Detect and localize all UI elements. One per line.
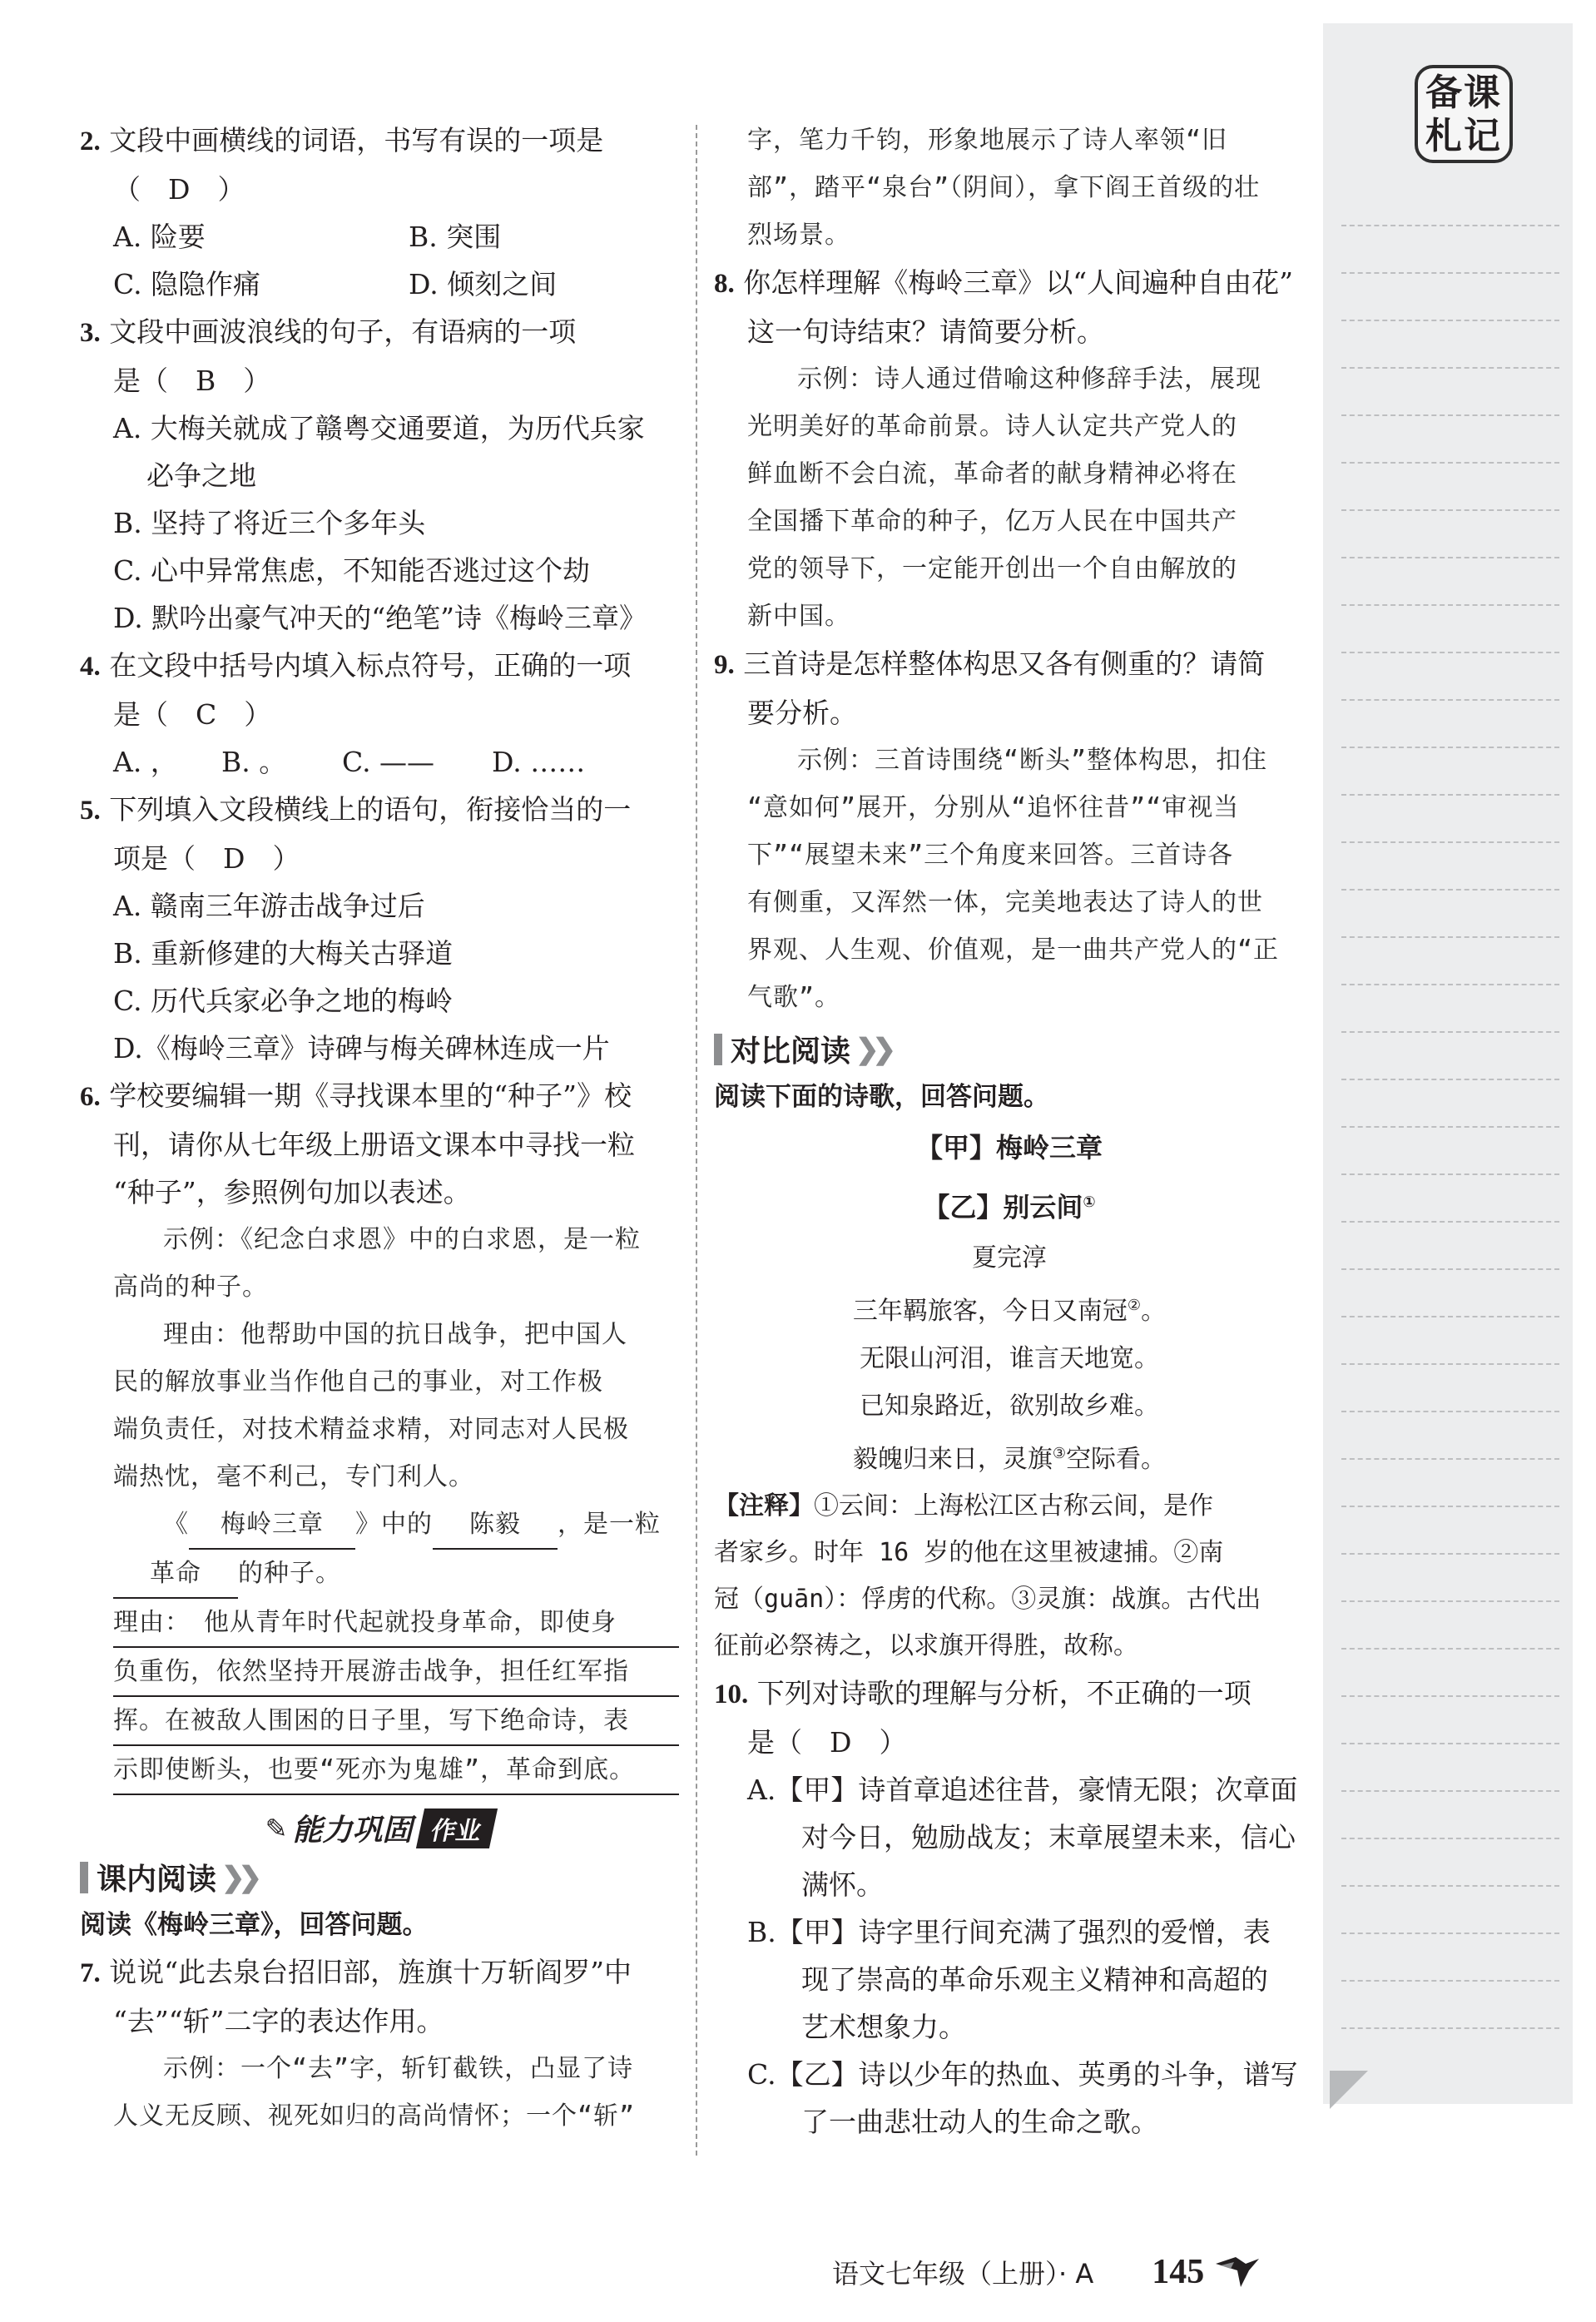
fill-answer-person: 陈毅 bbox=[433, 1501, 558, 1550]
note-ruled-line bbox=[1341, 1506, 1559, 1507]
question-text: 文段中画横线的词语，书写有误的一项是 bbox=[109, 124, 604, 156]
note-ruled-line bbox=[1341, 320, 1559, 321]
subsection-heading bbox=[80, 1856, 679, 1898]
annotation-label: 【注释】 bbox=[714, 1491, 814, 1521]
answer-choice: 项是（ D ） bbox=[113, 842, 300, 875]
question-text: 你怎样理解《梅岭三章》以“人间遍种自由花” bbox=[743, 266, 1293, 299]
answer-choice: 是（ B ） bbox=[113, 365, 271, 397]
option-a: A. 险要 bbox=[113, 221, 206, 253]
option-b: B. 突围 bbox=[409, 221, 502, 253]
page-number: 145 bbox=[1152, 2253, 1205, 2291]
answer-text: 光明美好的革命前景。诗人认定共产党人的 bbox=[747, 412, 1237, 441]
note-ruled-line bbox=[1341, 1695, 1559, 1697]
question-4 bbox=[80, 642, 679, 786]
answer-text: 有侧重，又浑然一体，完美地表达了诗人的世 bbox=[747, 888, 1263, 917]
fill-answer-seed: 革命 bbox=[113, 1550, 238, 1599]
option-d: D.《梅岭三章》诗碑与梅关碑林连成一片 bbox=[113, 1032, 610, 1064]
note-ruled-line bbox=[1341, 1458, 1559, 1460]
poem-line: 三年羁旅客，今日又南冠②。 bbox=[852, 1296, 1167, 1326]
question-text: 这一句诗结束？请简要分析。 bbox=[747, 315, 1104, 348]
option-a: A. ， bbox=[113, 746, 178, 778]
subsection-title: 对比阅读 bbox=[731, 1034, 851, 1069]
note-ruled-line bbox=[1341, 841, 1559, 843]
option-c: C.【乙】诗以少年的热血、英勇的斗争，谱写 bbox=[747, 2057, 1298, 2091]
heading-bar-icon bbox=[714, 1034, 722, 1065]
note-ruled-line bbox=[1341, 747, 1559, 748]
pen-icon: ✎ bbox=[265, 1812, 288, 1844]
note-ruled-line bbox=[1341, 509, 1559, 511]
question-number: 5. bbox=[80, 796, 101, 826]
section-banner bbox=[80, 1807, 679, 1849]
fill-answer-reason: 挥。在被敌人围困的日子里，写下绝命诗，表 bbox=[113, 1697, 679, 1746]
note-ruled-line bbox=[1341, 1648, 1559, 1650]
question-text: 文段中画波浪线的句子，有语病的一项 bbox=[109, 315, 577, 348]
note-ruled-line bbox=[1341, 1126, 1559, 1128]
option-d: D. 默吟出豪气冲天的“绝笔”诗《梅岭三章》 bbox=[113, 602, 647, 634]
note-ruled-line bbox=[1341, 2027, 1559, 2029]
option-a-cont: 必争之地 bbox=[146, 459, 256, 492]
option-a: A.【甲】诗首章追述往昔，豪情无限；次章面 bbox=[747, 1773, 1298, 1806]
note-ruled-line bbox=[1341, 1221, 1559, 1223]
question-2 bbox=[80, 117, 679, 308]
fill-text: 《 bbox=[163, 1510, 189, 1539]
note-ruled-line bbox=[1341, 699, 1559, 701]
answer-text: 全国播下革命的种子，亿万人民在中国共产 bbox=[747, 507, 1237, 536]
chevron-right-icon: ❯❯ bbox=[855, 1032, 890, 1066]
note-ruled-line bbox=[1341, 652, 1559, 653]
fill-label: 理由： bbox=[113, 1608, 178, 1637]
poem-line: 无限山河泪，谁言天地宽。 bbox=[860, 1343, 1159, 1373]
question-text: “去”“斩”二字的表达作用。 bbox=[113, 2005, 444, 2037]
badge-char: 课 bbox=[1464, 72, 1502, 114]
question-text: 说说“此去泉台招旧部，旌旗十万斩阎罗”中 bbox=[109, 1956, 632, 1988]
left-column bbox=[80, 117, 679, 2140]
poem-author: 夏完淳 bbox=[972, 1243, 1047, 1273]
right-column bbox=[714, 117, 1305, 2146]
answer-text: 示例：一个“去”字，斩钉截铁，凸显了诗 bbox=[163, 2054, 634, 2083]
notes-badge bbox=[1415, 65, 1513, 163]
answer-text: 人义无反顾、视死如归的高尚情怀；一个“斩” bbox=[113, 2101, 636, 2131]
note-ruled-line bbox=[1341, 1790, 1559, 1792]
note-ruled-line bbox=[1341, 1933, 1559, 1934]
question-3 bbox=[80, 308, 679, 642]
option-c: C. 隐隐作痛 bbox=[113, 268, 261, 300]
option-b: B. 。 bbox=[221, 746, 287, 778]
example-reason: 端负责任，对技术精益求精，对同志对人民极 bbox=[113, 1415, 629, 1444]
note-ruled-line bbox=[1341, 272, 1559, 274]
question-number: 6. bbox=[80, 1082, 101, 1112]
option-a-cont: 满怀。 bbox=[801, 1868, 884, 1901]
example-text: 高尚的种子。 bbox=[113, 1273, 268, 1302]
answer-choice: 是（ D ） bbox=[747, 1725, 907, 1759]
poem-b-title: 【乙】别云间① bbox=[923, 1191, 1096, 1223]
answer-choice: 是（ C ） bbox=[113, 698, 272, 731]
note-ruled-line bbox=[1341, 1173, 1559, 1175]
question-text: “种子”，参照例句加以表述。 bbox=[113, 1176, 471, 1208]
note-ruled-line bbox=[1341, 1031, 1559, 1033]
example-reason: 端热忱，毫不利己，专门利人。 bbox=[113, 1462, 474, 1491]
note-ruled-line bbox=[1341, 1268, 1559, 1270]
answer-text: 部”，踏平“泉台”（阴间），拿下阎王首级的壮 bbox=[747, 173, 1261, 202]
note-ruled-line bbox=[1341, 604, 1559, 606]
answer-text: 界观、人生观、价值观，是一曲共产党人的“正 bbox=[747, 935, 1280, 965]
fill-answer-book: 梅岭三章 bbox=[189, 1501, 355, 1550]
column-divider bbox=[696, 125, 697, 2156]
answer-text: 新中国。 bbox=[747, 602, 850, 631]
option-b: B. 坚持了将近三个多年头 bbox=[113, 507, 426, 539]
instruction: 阅读《梅岭三章》，回答问题。 bbox=[80, 1910, 429, 1940]
note-ruled-line bbox=[1341, 1885, 1559, 1887]
question-text: 下列对诗歌的理解与分析，不正确的一项 bbox=[756, 1676, 1252, 1709]
note-ruled-line bbox=[1341, 1363, 1559, 1365]
example-reason: 理由：他帮助中国的抗日战争，把中国人 bbox=[163, 1320, 627, 1349]
option-c: C. —— bbox=[342, 746, 435, 778]
option-a: A. 赣南三年游击战争过后 bbox=[113, 890, 425, 922]
question-7 bbox=[80, 1948, 679, 2140]
option-a: A. 大梅关就成了赣粤交通要道，为历代兵家 bbox=[113, 412, 645, 444]
option-d: D. …… bbox=[492, 746, 586, 778]
page-footer bbox=[832, 2247, 1498, 2297]
book-title: 语文七年级（上册）· A bbox=[832, 2258, 1094, 2290]
note-ruled-line bbox=[1341, 1411, 1559, 1412]
question-number: 3. bbox=[80, 318, 101, 348]
option-b: B.【甲】诗字里行间充满了强烈的爱憎，表 bbox=[747, 1915, 1271, 1948]
poem-a-title: 【甲】梅岭三章 bbox=[915, 1132, 1103, 1163]
annotation: 【注释】①云间：上海松江区古称云间，是作 bbox=[714, 1491, 1213, 1521]
note-ruled-line bbox=[1341, 936, 1559, 938]
annotation: 征前必祭祷之，以求旗开得胜，故称。 bbox=[714, 1630, 1138, 1660]
example-text: 示例：《纪念白求恩》中的白求恩，是一粒 bbox=[163, 1225, 641, 1254]
answer-text: “意如何”展开，分别从“追怀往昔”“审视当 bbox=[747, 793, 1240, 822]
answer-text: 示例：三首诗围绕“断头”整体构思，扣住 bbox=[797, 746, 1268, 775]
question-number: 8. bbox=[714, 269, 735, 299]
badge-char: 记 bbox=[1464, 115, 1502, 157]
banner-tag: 作业 bbox=[416, 1808, 498, 1848]
question-9 bbox=[714, 640, 1305, 1021]
annotation: 者家乡。时年 16 岁的他在这里被逮捕。②南 bbox=[714, 1537, 1224, 1567]
question-number: 10. bbox=[714, 1679, 749, 1709]
option-c: C. 心中异常焦虑，不知能否逃过这个劫 bbox=[113, 554, 591, 587]
banner-title: 能力巩固 bbox=[292, 1813, 413, 1848]
question-10 bbox=[714, 1670, 1305, 2146]
note-ruled-line bbox=[1341, 794, 1559, 796]
question-6 bbox=[80, 1072, 679, 1795]
poem-line: 已知泉路近，欲别故乡难。 bbox=[860, 1391, 1159, 1421]
answer-text: 下”“展望未来”三个角度来回答。三首诗各 bbox=[747, 841, 1234, 870]
note-ruled-line bbox=[1341, 1316, 1559, 1317]
question-number: 2. bbox=[80, 127, 101, 156]
option-a-cont: 对今日，勉励战友；末章展望未来，信心 bbox=[801, 1820, 1296, 1853]
note-ruled-line bbox=[1341, 367, 1559, 369]
subsection-heading bbox=[714, 1028, 1305, 1070]
question-text: 在文段中括号内填入标点符号，正确的一项 bbox=[109, 649, 632, 682]
note-ruled-line bbox=[1341, 1743, 1559, 1744]
fill-answer-reason: 示即使断头，也要“死亦为鬼雄”，革命到底。 bbox=[113, 1746, 679, 1795]
poem-line: 毅魄归来日，灵旗③空际看。 bbox=[852, 1444, 1167, 1474]
badge-char: 备 bbox=[1425, 72, 1464, 114]
option-b-cont: 现了崇高的革命乐观主义精神和高超的 bbox=[801, 1962, 1268, 1996]
fill-text: ，是一粒 bbox=[558, 1510, 661, 1539]
chevron-right-icon: ❯❯ bbox=[221, 1860, 255, 1894]
note-ruled-line bbox=[1341, 1079, 1559, 1080]
heading-bar-icon bbox=[80, 1862, 88, 1893]
instruction: 阅读下面的诗歌，回答问题。 bbox=[714, 1082, 1049, 1112]
example-reason: 民的解放事业当作他自己的事业，对工作极 bbox=[113, 1367, 603, 1397]
note-ruled-line bbox=[1341, 225, 1559, 226]
note-ruled-line bbox=[1341, 1553, 1559, 1555]
answer-text: 烈场景。 bbox=[747, 221, 850, 250]
answer-text: 气歌”。 bbox=[747, 983, 841, 1012]
annotation: 冠（guān）：俘虏的代称。③灵旗：战旗。古代出 bbox=[714, 1584, 1261, 1614]
question-text: 学校要编辑一期《寻找课本里的“种子”》校 bbox=[109, 1079, 632, 1112]
option-b-cont: 艺术想象力。 bbox=[801, 2010, 966, 2043]
fill-answer-reason: 他从青年时代起就投身革命，即使身 bbox=[204, 1608, 617, 1637]
question-number: 9. bbox=[714, 650, 735, 680]
option-c-cont: 了一曲悲壮动人的生命之歌。 bbox=[801, 2105, 1158, 2138]
answer-text: 示例：诗人通过借喻这种修辞手法，展现 bbox=[797, 365, 1261, 394]
fill-text: 的种子。 bbox=[238, 1559, 341, 1588]
option-c: C. 历代兵家必争之地的梅岭 bbox=[113, 985, 454, 1017]
question-text: 三首诗是怎样整体构思又各有侧重的？请简 bbox=[743, 647, 1266, 680]
option-b: B. 重新修建的大梅关古驿道 bbox=[113, 937, 454, 970]
note-ruled-line bbox=[1341, 1600, 1559, 1602]
question-text: 要分析。 bbox=[747, 697, 857, 729]
answer-text: 党的领导下，一定能开创出一个自由解放的 bbox=[747, 554, 1237, 583]
answer-text: 鲜血断不会白流，革命者的献身精神必将在 bbox=[747, 459, 1237, 489]
question-5 bbox=[80, 786, 679, 1072]
answer-text: 字，笔力千钧，形象地展示了诗人率领“旧 bbox=[747, 126, 1228, 155]
answer-choice: （ D ） bbox=[113, 173, 245, 206]
question-text: 下列填入文段横线上的语句，衔接恰当的一 bbox=[109, 793, 632, 826]
option-d: D. 倾刻之间 bbox=[409, 268, 558, 300]
subsection-title: 课内阅读 bbox=[97, 1863, 217, 1897]
note-ruled-line bbox=[1341, 889, 1559, 891]
question-8 bbox=[714, 259, 1305, 640]
fill-answer-reason: 负重伤，依然坚持开展游击战争，担任红军指 bbox=[113, 1648, 679, 1697]
question-number: 7. bbox=[80, 1958, 101, 1988]
note-ruled-line bbox=[1341, 414, 1559, 416]
note-ruled-line bbox=[1341, 984, 1559, 985]
note-ruled-line bbox=[1341, 462, 1559, 464]
notes-margin bbox=[1323, 23, 1573, 2104]
note-ruled-line bbox=[1341, 1980, 1559, 1982]
note-ruled-line bbox=[1341, 1838, 1559, 1839]
question-text: 刊，请你从七年级上册语文课本中寻找一粒 bbox=[113, 1129, 635, 1161]
question-number: 4. bbox=[80, 652, 101, 682]
badge-char: 札 bbox=[1425, 115, 1464, 157]
note-ruled-line bbox=[1341, 557, 1559, 558]
bird-icon bbox=[1212, 2252, 1262, 2292]
question-7-continued bbox=[714, 117, 1305, 259]
fill-text: 》中的 bbox=[355, 1510, 433, 1539]
page-fold-icon bbox=[1330, 2071, 1368, 2109]
